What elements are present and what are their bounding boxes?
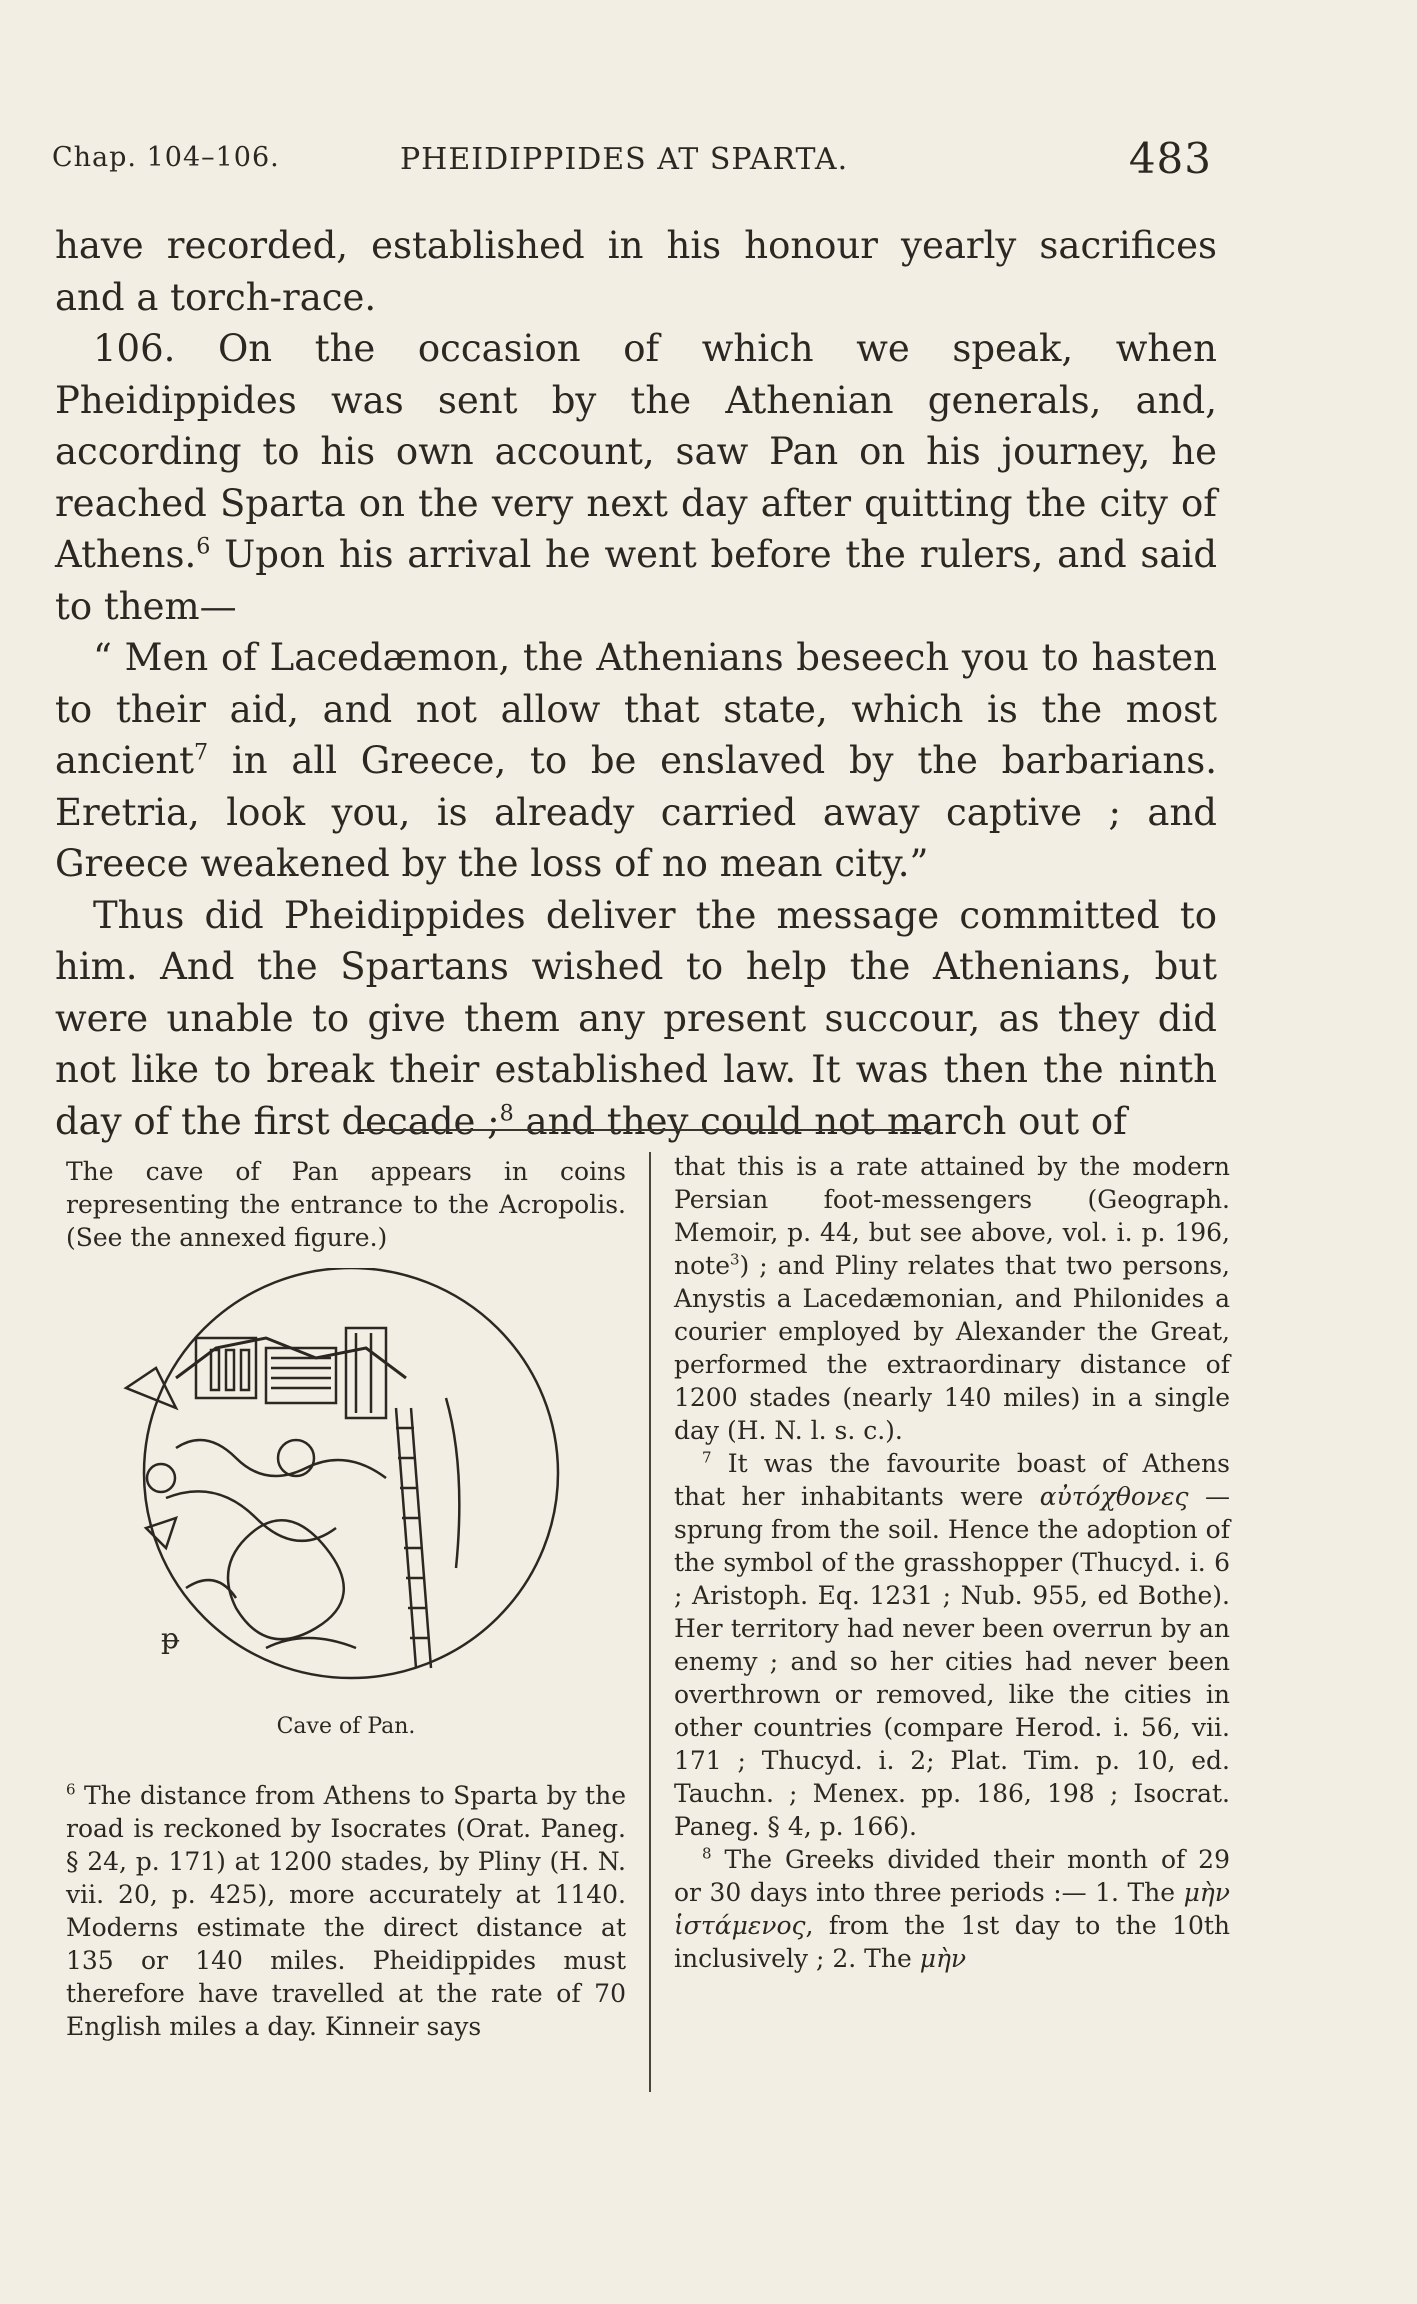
notes-right-column [674, 1150, 1230, 1975]
footnote-divider [360, 1129, 932, 1131]
notes-left-column [66, 1155, 626, 2043]
cave-of-pan-figure [66, 1268, 626, 1708]
paragraph-speech: “ Men of Lacedæmon, the Athenians beseech you to hasten to their aid, and not allow that state, which is the most ancient$^7$ in all Greece, to be enslaved by the barbarians. Eretria, look you, is already carried away captive ; and Greece weakened by the loss of no mean city.” [55, 636, 1217, 885]
paragraph: have recorded, established in his honour yearly sacrifices and a torch-race. [55, 224, 1217, 319]
footnote-6-continued: that this is a rate attained by the modern Persian foot-messengers (Geograph. Memoir, p. 44, but see above, vol. i. p. 196, note$^3$) ; and Pliny relates that two persons, Anystis a Lacedæmonian, and Philonides a courier employed by Alexander the Great, performed the extraordinary distance of 1200 stades (nearly 140 miles) in a single day (H. N. l. s. c.). [674, 1152, 1230, 1445]
chapter-range: Chap. 104–106. [52, 142, 280, 173]
footnote-ref-6: 6 [196, 533, 211, 560]
coin-illustration [66, 1268, 626, 1708]
footnote-8: $^8$ The Greeks divided their month of 29 or 30 days into three periods :— 1. The μὴν ἱστάμενος, from the 1st day to the 10th inclusively ; 2. The μὴν [674, 1844, 1230, 1973]
footnote-ref-8: 8 [499, 1100, 514, 1127]
column-divider [649, 1152, 651, 2092]
figure-caption: Cave of Pan. [276, 1714, 416, 1739]
footnote-6: $^6$ The distance from Athens to Sparta by the road is reckoned by Isocrates (Orat. Paneg. § 24, p. 171) at 1200 stades, by Pliny (H. N. vii. 20, p. 425), more accurately at 1140. Moderns estimate the direct distance at 135 or 140 miles. Pheidippides must therefore have travelled at the rate of 70 English miles a day. Kinneir says [66, 1780, 626, 2041]
page-number: 483 [1128, 134, 1212, 183]
footnote-ref-7: 7 [194, 739, 209, 766]
note-intro: The cave of Pan appears in coins representing the entrance to the Acropolis. (See the annexed figure.) [66, 1157, 626, 1252]
running-header [52, 134, 1212, 188]
running-title: PHEIDIPPIDES AT SPARTA. [400, 142, 849, 177]
main-text [55, 220, 1217, 1147]
paragraph: Thus did Pheidippides deliver the message committed to him. And the Spartans wished to help the Athenians, but were unable to give them any present succour, as they did not like to break their established law. It was then the ninth day of the first decade ;$^8$ and they could not march out of [55, 893, 1217, 1143]
footnote-7: $^7$ It was the favourite boast of Athens that her inhabitants were αὐτόχθονες — sprung from the soil. Hence the adoption of the symbol of the grasshopper (Thucyd. i. 6 ; Aristoph. Eq. 1231 ; Nub. 955, ed Bothe). Her territory had never been overrun by an enemy ; and so her cities had never been overthrown or removed, like the cities in other countries (compare Herod. i. 56, vii. 171 ; Thucyd. i. 2; Plat. Tim. p. 10, ed. Tauchn. ; Menex. pp. 186, 198 ; Isocrat. Paneg. § 4, p. 166). [674, 1448, 1230, 1841]
paragraph-106: 106. On the occasion of which we speak, when Pheidippides was sent by the Athenian generals, and, according to his own account, saw Pan on his journey, he reached Sparta on the very next day after quitting the city of Athens.$^6$ Upon his arrival he went before the rulers, and said to them— [55, 327, 1217, 628]
svg-text:ᵽ: ᵽ [161, 1622, 179, 1655]
